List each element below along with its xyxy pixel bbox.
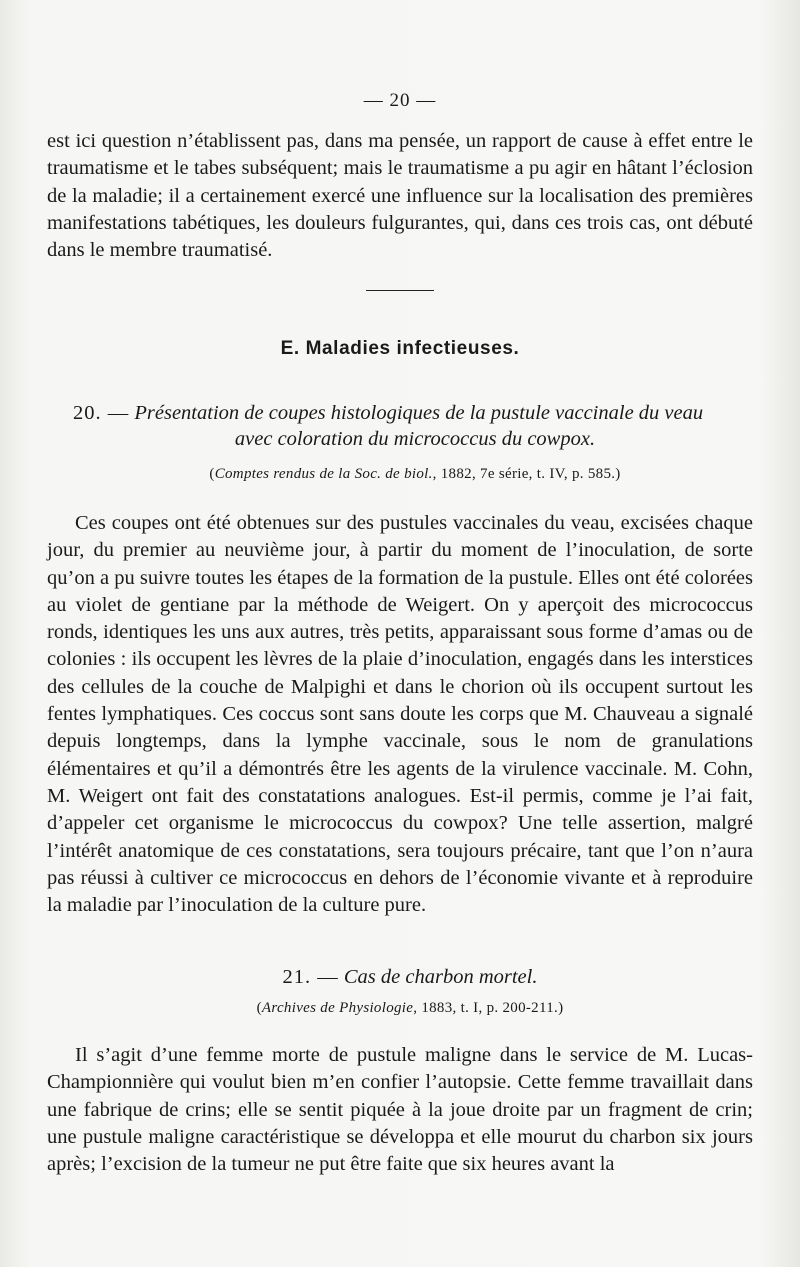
entry-20-reference: (Comptes rendus de la Soc. de biol., 1882, 7e série, t. IV, p. 585.) [209,466,621,482]
entry-21-ref-details: , 1883, t. I, p. 200-211. [413,1000,559,1016]
entry-20-title-line1: Présentation de coupes histologiques de la pustule vaccinale du veau [134,402,704,424]
entry-21-reference: (Archives de Physiologie, 1883, t. I, p. 200-211.) [256,1000,564,1016]
entry-21-ref-source: Archives de Physiologie [261,1000,414,1016]
entry-20-number: 20. — [73,402,130,424]
entry-21-title-line1: Cas de charbon mortel. [343,966,538,988]
entry-21-paragraph: Il s’agit d’une femme morte de pustule maligne dans le service de M. Lucas-Championnière qui voulut bien m’en confier l’autopsie. Cette femme travaillait dans une fabrique de crins; elle se sentit piquée à la joue droite par un fragment de crin; une pustule maligne caractéristique se développa et elle mourut du charbon six jours après; l’excision de la tumeur ne put être faite que six heures avant la [47,1044,753,1176]
entry-20-title-line2: avec coloration du micrococcus du cowpox. [234,428,596,450]
page-number: — 20 — [363,90,437,111]
entry-20-title [47,400,753,452]
entry-20-paragraph: Ces coupes ont été obtenues sur des pustules vaccinales du veau, excisées chaque jour, du premier au neuvième jour, à partir du moment de l’inoculation, de sorte qu’on a pu suivre toutes les étapes de la formation de la pustule. Elles ont été colorées au violet de gentiane par la méthode de Weigert. On y aperçoit des micrococcus ronds, identiques les uns aux autres, très petits, apparaissant sous forme d’amas ou de colonies : ils occupent les lèvres de la plaie d’inoculation, engagés dans les interstices des cellules de la couche de Malpighi et dans le chorion où ils occupent surtout les fentes lymphatiques. Ces coccus sont sans doute les corps que M. Chauveau a signalé depuis longtemps, dans la lymphe vaccinale, sous le nom de granulations élémentaires et qu’il a démontrés être les agents de la virulence vaccinale. M. Cohn, M. Weigert ont fait des constatations analogues. Est-il permis, comme je l’ai fait, d’appeler cet organisme le micrococcus du cowpox? Une telle assertion, malgré l’intérêt anatomique de ces constatations, sera toujours précaire, tant que l’on n’aura pas réussi à cultiver ce micrococcus en dehors de l’économie vivante et à reproduire la maladie par l’inoculation de la culture pure. [47,512,753,917]
entry-20-ref-details: , 1882, 7e série, t. IV, p. 585. [432,466,616,482]
section-divider [366,290,434,291]
entry-21-title [47,964,753,990]
entry-20-ref-source: Comptes rendus de la Soc. de biol. [214,466,433,482]
entry-21-number: 21. — [282,966,339,988]
section-heading: E. Maladies infectieuses. [280,338,520,359]
intro-paragraph: est ici question n’établissent pas, dans ma pensée, un rapport de cause à effet entre le traumatisme et le tabes subséquent; mais le traumatisme a pu agir en hâtant l’éclosion de la maladie; il a certainement exercé une influence sur la localisation des premières manifestations tabétiques, les douleurs fulgurantes, qui, dans ces trois cas, ont débuté dans le membre traumatisé. [47,130,753,262]
